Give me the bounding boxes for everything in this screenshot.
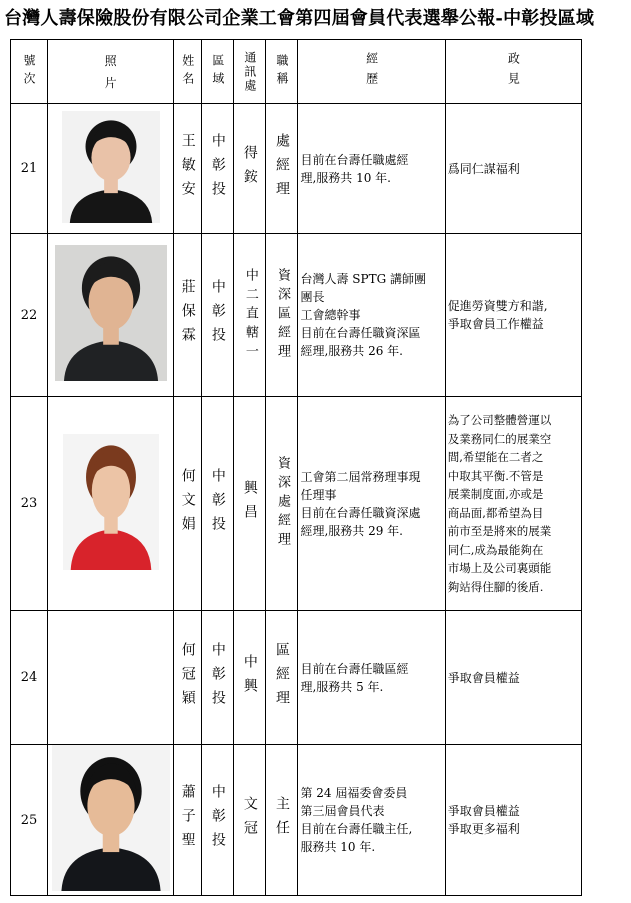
candidate-name: 王敏安 <box>179 132 196 205</box>
text-line: 服務共 10 年. <box>300 840 376 854</box>
candidate-photo <box>63 434 159 570</box>
candidate-photo-cell <box>48 104 174 234</box>
candidate-number: 23 <box>11 397 48 611</box>
header-office: 通訊處 <box>234 40 266 104</box>
header-region: 區域 <box>202 40 234 104</box>
text-line: 台灣人壽 SPTG 講師團 <box>300 272 426 286</box>
candidate-table <box>10 39 582 896</box>
text-line: 工會第二屆常務理事現 <box>300 469 421 484</box>
candidate-name: 何冠穎 <box>179 641 196 714</box>
candidate-region: 中彰投 <box>209 784 226 856</box>
candidate-region: 中彰投 <box>209 467 226 540</box>
candidate-photo <box>52 745 170 891</box>
candidate-office: 文冠 <box>241 796 258 844</box>
candidate-policy <box>445 611 581 745</box>
candidate-policy <box>445 104 581 234</box>
text-line: 團長 <box>300 290 325 304</box>
candidate-position: 區經理 <box>273 641 290 714</box>
candidate-region-cell <box>202 234 234 397</box>
header-experience: 經歷 <box>298 40 445 104</box>
candidate-region-cell <box>202 397 234 611</box>
text-line: 爭取會員權益 <box>447 670 520 685</box>
candidate-photo-cell <box>48 234 174 397</box>
candidate-region: 中彰投 <box>209 132 226 205</box>
candidate-photo-cell <box>48 397 174 611</box>
text-line: 及業務同仁的展業空 <box>447 431 552 446</box>
candidate-office: 中二直轄一 <box>242 267 258 363</box>
candidate-region-cell <box>202 611 234 745</box>
candidate-position-cell <box>266 104 298 234</box>
candidate-photo-cell <box>48 745 174 896</box>
text-line: 目前在台壽任職主任, <box>300 822 413 836</box>
candidate-office-cell <box>234 745 266 896</box>
text-line: 爲同仁謀福利 <box>447 161 520 176</box>
header-row <box>11 40 582 104</box>
text-line: 目前在台壽任職資深處 <box>300 505 421 520</box>
candidate-number: 22 <box>11 234 48 397</box>
candidate-name: 蕭子聖 <box>179 784 196 856</box>
candidate-experience <box>298 234 445 397</box>
candidate-number: 24 <box>11 611 48 745</box>
candidate-region: 中彰投 <box>209 279 226 351</box>
text-line: 爭取更多福利 <box>447 822 520 836</box>
text-line: 任理事 <box>300 487 337 502</box>
candidate-name-cell <box>174 234 202 397</box>
candidate-office-cell <box>234 611 266 745</box>
text-line: 商品面,都希望為目 <box>447 505 544 520</box>
candidate-office-cell <box>234 397 266 611</box>
header-policy: 政見 <box>445 40 581 104</box>
candidate-number: 25 <box>11 745 48 896</box>
table-row <box>11 397 582 611</box>
candidate-position: 資深處經理 <box>274 456 290 551</box>
text-line: 第三屆會員代表 <box>300 804 385 818</box>
candidate-name-cell <box>174 745 202 896</box>
text-line: 目前在台壽任職處經 <box>300 152 409 167</box>
text-line: 爭取會員工作權益 <box>447 317 544 331</box>
header-name: 姓名 <box>174 40 202 104</box>
candidate-name: 莊保霖 <box>179 279 196 351</box>
candidate-office-cell <box>234 104 266 234</box>
table-row <box>11 745 582 896</box>
candidate-photo-cell <box>48 611 174 745</box>
text-line: 為了公司整體營運以 <box>447 413 552 427</box>
candidate-experience <box>298 611 445 745</box>
text-line: 間,希望能在二者之 <box>447 450 544 464</box>
table-row <box>11 234 582 397</box>
text-line: 理,服務共 10 年. <box>300 170 391 185</box>
table-row <box>11 104 582 234</box>
candidate-name-cell <box>174 104 202 234</box>
candidate-position-cell <box>266 397 298 611</box>
text-line: 目前在台壽任職資深區 <box>300 326 421 340</box>
text-line: 第 24 屆福委會委員 <box>300 786 408 800</box>
text-line: 經理,服務共 26 年. <box>300 344 403 358</box>
candidate-position-cell <box>266 745 298 896</box>
candidate-position: 主任 <box>273 796 290 844</box>
candidate-position: 資深區經理 <box>274 267 290 363</box>
candidate-office: 中興 <box>241 653 258 702</box>
text-line: 同仁,成為最能夠在 <box>447 542 544 557</box>
header-number: 號次 <box>11 40 48 104</box>
text-line: 市場上及公司裏頭能 <box>447 561 552 575</box>
text-line: 理,服務共 5 年. <box>300 679 384 694</box>
candidate-position-cell <box>266 234 298 397</box>
candidate-policy <box>445 234 581 397</box>
text-line: 目前在台壽任職區經 <box>300 661 409 676</box>
candidate-number: 21 <box>11 104 48 234</box>
header-position: 職稱 <box>266 40 298 104</box>
text-line: 展業制度面,亦或是 <box>447 487 544 501</box>
candidate-region-cell <box>202 745 234 896</box>
candidate-photo <box>62 111 160 223</box>
candidate-experience <box>298 745 445 896</box>
header-photo: 照 片 <box>48 40 174 104</box>
candidate-policy <box>445 397 581 611</box>
candidate-office: 得銨 <box>241 144 258 193</box>
candidate-region: 中彰投 <box>209 641 226 714</box>
candidate-position: 處經理 <box>273 132 290 205</box>
candidate-office-cell <box>234 234 266 397</box>
candidate-office: 興昌 <box>241 479 258 528</box>
candidate-photo <box>55 245 167 381</box>
text-line: 工會總幹事 <box>300 308 361 322</box>
candidate-experience <box>298 397 445 611</box>
candidate-position-cell <box>266 611 298 745</box>
page-title: 台灣人壽保險股份有限公司企業工會第四屆會員代表選舉公報-中彰投區域 <box>4 8 595 29</box>
candidate-region-cell <box>202 104 234 234</box>
text-line: 經理,服務共 29 年. <box>300 523 403 538</box>
text-line: 夠站得住腳的後盾. <box>447 579 544 594</box>
text-line: 中取其平衡.不管是 <box>447 468 544 483</box>
text-line: 爭取會員權益 <box>447 804 520 818</box>
candidate-name-cell <box>174 397 202 611</box>
text-line: 促進勞資雙方和諧, <box>447 299 548 313</box>
candidate-name: 何文娟 <box>179 467 196 540</box>
candidate-policy <box>445 745 581 896</box>
candidate-experience <box>298 104 445 234</box>
candidate-name-cell <box>174 611 202 745</box>
text-line: 前市至是將來的展業 <box>447 524 552 538</box>
table-row <box>11 611 582 745</box>
